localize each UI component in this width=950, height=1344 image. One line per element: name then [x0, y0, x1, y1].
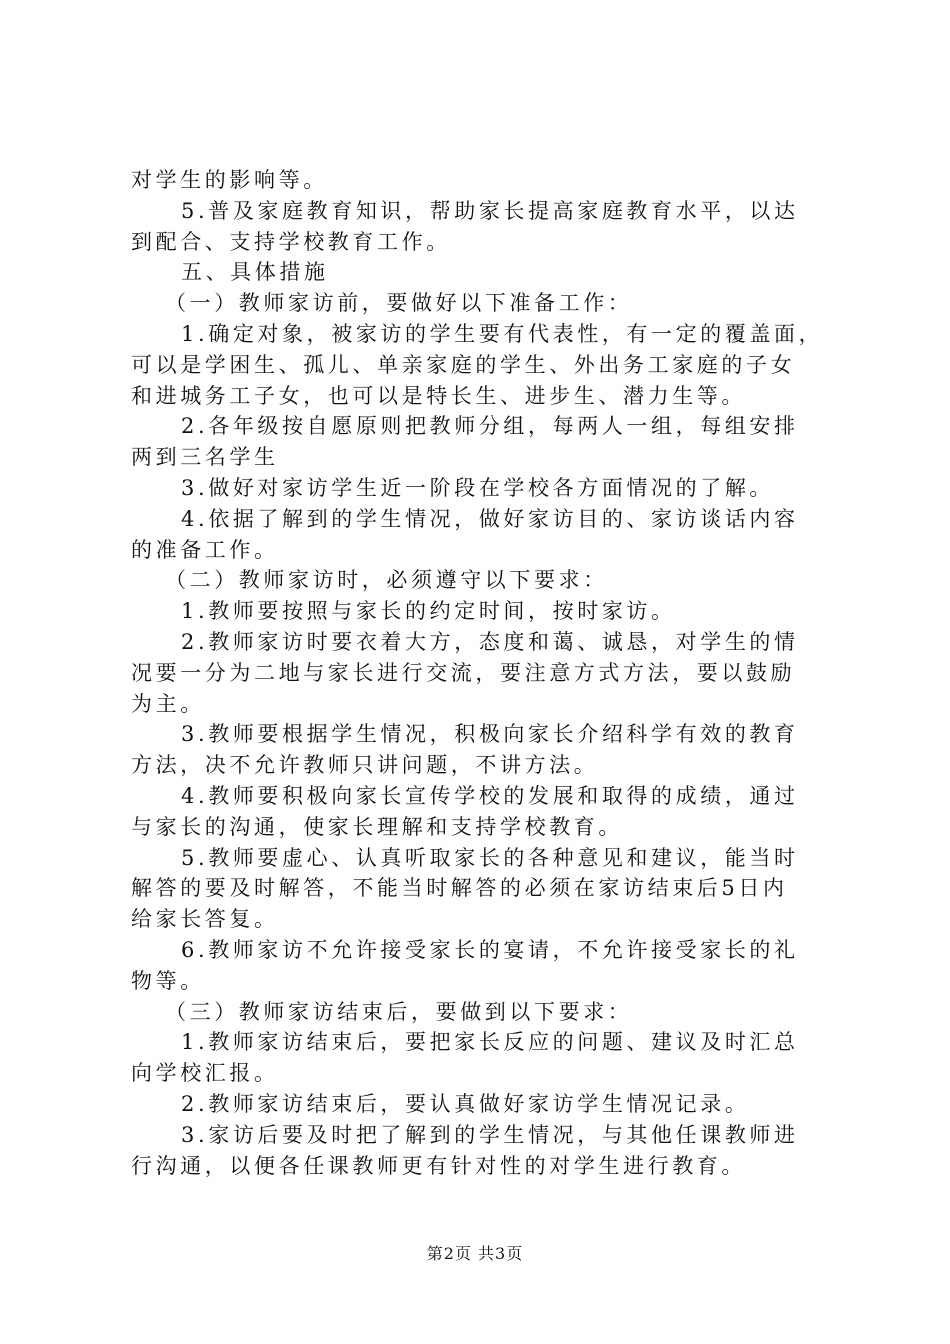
paragraph-line: 两到三名学生 [131, 445, 279, 470]
paragraph-line: 物等。 [131, 968, 205, 993]
paragraph-line: 可以是学困生、孤儿、单亲家庭的学生、外出务工家庭的子女 [131, 352, 796, 377]
paragraph-line: 2.各年级按自愿原则把教师分组，每两人一组，每组安排 [181, 414, 799, 439]
paragraph-line: 4.教师要积极向家长宣传学校的发展和取得的成绩，通过 [181, 783, 799, 808]
paragraph-line: 和进城务工子女，也可以是特长生、进步生、潜力生等。 [131, 383, 746, 408]
page-number-footer: 第2页 共3页 [426, 1244, 524, 1263]
paragraph-line: 对学生的影响等。 [131, 168, 328, 192]
paragraph-line: 况要一分为二地与家长进行交流，要注意方式方法，要以鼓励 [131, 660, 796, 685]
paragraph-line: 与家长的沟通，使家长理解和支持学校教育。 [131, 814, 623, 839]
paragraph-line: 5.教师要虚心、认真听取家长的各种意见和建议，能当时 [181, 845, 799, 870]
paragraph-line: 2.教师家访时要衣着大方，态度和蔼、诚恳，对学生的情 [181, 629, 799, 654]
paragraph-line: 1.确定对象，被家访的学生要有代表性，有一定的覆盖面， [181, 321, 824, 346]
subsection-heading: （一）教师家访前，要做好以下准备工作： [165, 291, 633, 316]
paragraph-line: 2.教师家访结束后，要认真做好家访学生情况记录。 [181, 1091, 750, 1116]
subsection-heading: （二）教师家访时，必须遵守以下要求： [165, 568, 608, 593]
paragraph-line: 向学校汇报。 [131, 1061, 279, 1086]
subsection-heading: （三）教师家访结束后，要做到以下要求： [165, 999, 633, 1024]
paragraph-line: 为主。 [131, 691, 205, 716]
section-heading: 五、具体措施 [181, 260, 329, 285]
paragraph-line: 的准备工作。 [131, 537, 279, 562]
paragraph-line: 5.普及家庭教育知识，帮助家长提高家庭教育水平，以达 [181, 198, 799, 223]
paragraph-line: 到配合、支持学校教育工作。 [131, 229, 451, 254]
paragraph-line: 方法，决不允许教师只讲问题，不讲方法。 [131, 753, 599, 778]
paragraph-line: 3.做好对家访学生近一阶段在学校各方面情况的了解。 [181, 475, 775, 500]
document-body [131, 165, 831, 1181]
paragraph-line: 3.家访后要及时把了解到的学生情况，与其他任课教师进 [181, 1122, 799, 1147]
paragraph-line: 行沟通，以便各任课教师更有针对性的对学生进行教育。 [131, 1153, 746, 1178]
paragraph-line: 给家长答复。 [131, 907, 279, 932]
paragraph-line: 3.教师要根据学生情况，积极向家长介绍科学有效的教育 [181, 722, 799, 747]
paragraph-line: 解答的要及时解答，不能当时解答的必须在家访结束后5日内 [131, 876, 788, 901]
paragraph-line: 1.教师家访结束后，要把家长反应的问题、建议及时汇总 [181, 1030, 799, 1055]
paragraph-line: 1.教师要按照与家长的约定时间，按时家访。 [181, 599, 676, 624]
paragraph-line: 6.教师家访不允许接受家长的宴请，不允许接受家长的礼 [181, 937, 799, 962]
paragraph-line: 4.依据了解到的学生情况，做好家访目的、家访谈话内容 [181, 506, 799, 531]
